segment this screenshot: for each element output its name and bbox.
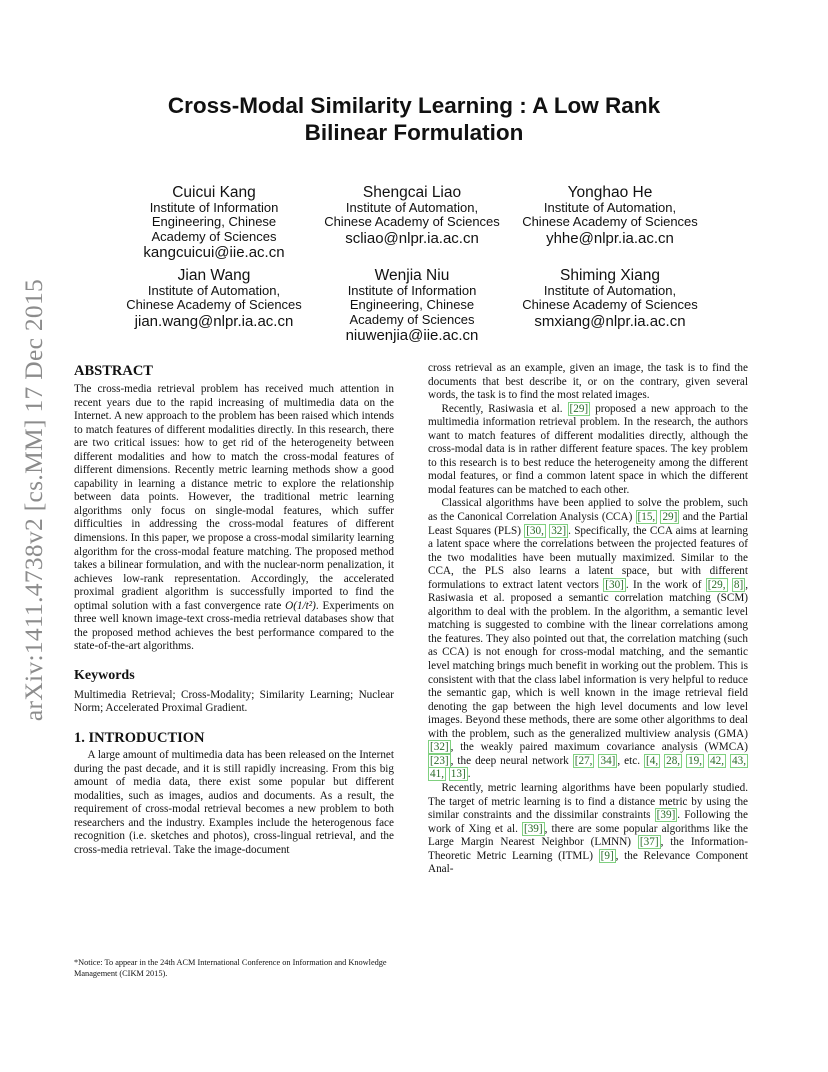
citation-link[interactable]: [39]	[523, 822, 543, 835]
body-paragraph	[428, 403, 748, 498]
body-text: proposed a new approach to the multimedia information retrieval problem. In the research, the authors want to match features of different modalities directly, although the cross-modal data is in rather different feature spaces. The key problem to this research is to best reduce the heterogeneity among the different modal features, or find a common latent space in which the different modal features can be matched to each other.	[428, 402, 749, 496]
body-paragraph: cross retrieval as an example, given an image, the task is to find the documents that best describe it, or on the contrary, given several words, the task is to find the most related images.	[428, 362, 748, 402]
body-text: Recently, metric learning algorithms have been popularly studied. The target of metric learning is to find a distance metric by using the similar constraints and the dissimilar constraints	[428, 781, 748, 822]
body-paragraph	[428, 782, 748, 877]
arxiv-identifier	[19, 278, 49, 722]
author-affiliation-line: Chinese Academy of Sciences	[522, 214, 698, 230]
author-block	[512, 184, 708, 248]
body-text: Classical algorithms have been applied to solve the problem, such as the Canonical Correlation Analysis (CCA)	[428, 497, 748, 524]
author-name: Cuicui Kang	[172, 184, 256, 201]
body-text: , Rasiwasia et al. proposed a semantic correlation matching (SCM) algorithm to deal with the problem. In the algorithm, a semantic level matching is suggested to combine with the linear correlations among the features. They also pointed out that, the correlation matching (such as CCA) is not enough for cross-modal matching, and the semantic level matching brings much benefit in working out the problem. This is consistent with that the class label information is very helpful to reduce the semantic gap, which is well known in the image retrieval field denoting the gap between the high level documents and low level images. Beyond these methods, there are some other algorithms to deal with the problem, such as the generalized multiview analysis (GMA)	[428, 578, 748, 740]
author-block	[512, 267, 708, 331]
abstract-text-part: . Experiments on three well known image-text cross-media retrieval databases show that the proposed method achieves the best performance compared to the state-of-the-art algorithms.	[74, 599, 395, 653]
body-text: , etc.	[617, 754, 644, 767]
body-text: , the weakly paired maximum covariance analysis (WMCA)	[450, 741, 748, 754]
author-affiliation-line: Institute of Automation,	[543, 283, 677, 298]
body-text: , the deep neural network	[450, 754, 573, 767]
citation-link[interactable]: [9]	[600, 849, 614, 862]
citation-link[interactable]: [29,	[707, 578, 726, 591]
citation-link[interactable]: 43,	[732, 754, 746, 767]
author-affiliation-line: Engineering, Chinese	[349, 297, 475, 313]
author-email: niuwenjia@iie.ac.cn	[345, 326, 479, 344]
author-email: kangcuicui@iie.ac.cn	[143, 243, 285, 261]
author-email: yhhe@nlpr.ia.ac.cn	[546, 229, 674, 247]
body-text: .	[467, 768, 471, 781]
author-affiliation-line: Chinese Academy of Sciences	[126, 297, 302, 313]
paper-title-line-2: Bilinear Formulation	[304, 120, 524, 145]
body-text: . In the work of	[625, 578, 706, 591]
citation-link[interactable]: 13]	[450, 768, 466, 781]
author-affiliation-line: Academy of Sciences	[349, 311, 475, 327]
citation-link[interactable]: 19,	[688, 754, 703, 767]
body-text: . Specifically, the CCA aims at learning a latent space where the correlations between the projected features of the two modalities have been mutually maximized. Similar to the CCA, the PLS also learns a latent space, but with different formulations to extract latent vectors	[428, 524, 748, 591]
citation-link[interactable]: [27,	[574, 754, 593, 767]
citation-link[interactable]: [30]	[605, 578, 624, 591]
author-affiliation-line: Institute of Information	[149, 200, 279, 215]
author-name: Shiming Xiang	[560, 267, 660, 284]
author-name: Shengcai Liao	[362, 184, 462, 201]
author-name: Wenjia Niu	[374, 267, 450, 284]
introduction-paragraph: A large amount of multimedia data has been released on the Internet during the past decade, and it is still rapidly increasing. From this big amount of media data, there exist some popular but different modalities, such as images, audios and documents. As a result, the requirement of cross-modal retrieval becomes a new problem to both researchers and the industry. Examples include the heterogenous face recognition (i.e. sketches and photos), cross-lingual retrieval, and the cross-media retrieval. Take the image-document	[74, 749, 394, 856]
author-affiliation-line: Engineering, Chinese	[151, 214, 277, 230]
author-email: scliao@nlpr.ia.ac.cn	[345, 229, 479, 247]
author-affiliation-line: Institute of Automation,	[345, 200, 479, 215]
author-affiliation-line: Institute of Automation,	[147, 283, 281, 298]
citation-link[interactable]: 28,	[666, 754, 681, 767]
footnote: *Notice: To appear in the 24th ACM International Conference on Information and Knowledge Management (CIKM 2015).	[74, 958, 387, 978]
citation-link[interactable]: [30,	[526, 524, 544, 537]
body-text: , there are some popular algorithms like the Large Margin Nearest Neighbor (LMNN)	[428, 822, 748, 849]
author-block	[116, 267, 312, 331]
right-column	[428, 362, 748, 877]
citation-link[interactable]: [37]	[639, 836, 659, 849]
citation-link[interactable]: [23]	[430, 754, 449, 767]
citation-link[interactable]: [4,	[646, 754, 659, 767]
author-name: Yonghao He	[567, 184, 653, 201]
abstract-text-part: The cross-media retrieval problem has received much attention in recent years due to the rapid increasing of multimedia data on the Internet. A new approach to the problem has been raised which intends to match features of different modalities directly. In this research, there are two critical issues: how to get rid of the heterogeneity between different modalities and how to match the cross-modal features of different dimensions. Recently metric learning methods show a good capability in learning a distance metric to explore the relationship between data points. However, the traditional metric learning algorithms only focus on single-modal features, which suffer difficulties in addressing the cross-modal features of different dimensions. In this paper, we propose a cross-modal similarity learning algorithm for the cross-modal feature matching. The proposed method takes a bilinear formulation, and with the nuclear-norm penalization, it achieves low-rank representation. Accordingly, the accelerated proximal gradient algorithm is successfully imported to find the optimal solution with a fast convergence rate	[74, 383, 394, 612]
abstract-text	[74, 383, 394, 654]
citation-link[interactable]: 41,	[430, 768, 444, 781]
author-affiliation-line: Institute of Automation,	[543, 200, 677, 215]
body-text: and the Partial Least Squares (PLS)	[428, 511, 748, 537]
paper-title	[100, 92, 728, 146]
citation-link[interactable]: 8]	[733, 578, 744, 591]
keywords-heading: Keywords	[74, 667, 135, 683]
author-email: smxiang@nlpr.ia.ac.cn	[534, 312, 686, 330]
citation-link[interactable]: 29]	[662, 511, 678, 524]
body-paragraph	[428, 497, 748, 781]
body-text: Recently, Rasiwasia et al.	[441, 402, 568, 415]
author-affiliation-line: Chinese Academy of Sciences	[522, 297, 698, 313]
body-text: , the Information-Theoretic Metric Learning (ITML)	[428, 836, 748, 862]
author-block	[314, 267, 510, 345]
citation-link[interactable]: [29]	[569, 402, 589, 415]
body-text: , the Relevance Component Anal-	[428, 849, 748, 876]
citation-link[interactable]: [39]	[656, 809, 676, 822]
abstract-heading: ABSTRACT	[74, 363, 153, 379]
left-column	[74, 362, 394, 857]
author-name: Jian Wang	[177, 267, 251, 284]
author-affiliation-line: Institute of Information	[347, 283, 477, 298]
keywords-text: Multimedia Retrieval; Cross-Modality; Similarity Learning; Nuclear Norm; Accelerated Proximal Gradient.	[74, 688, 394, 715]
citation-link[interactable]: [15,	[637, 511, 656, 524]
author-block	[314, 184, 510, 248]
citation-link[interactable]: [32]	[430, 741, 449, 754]
citation-link[interactable]: 34]	[600, 754, 616, 767]
body-text: . Following the work of Xing et al.	[428, 809, 748, 835]
introduction-heading: 1. INTRODUCTION	[74, 730, 205, 747]
author-email: jian.wang@nlpr.ia.ac.cn	[134, 312, 294, 330]
arxiv-identifier-text: arXiv:1411.4738v2 [cs.MM] 17 Dec 2015	[19, 278, 49, 722]
paper-title-line-1: Cross-Modal Similarity Learning : A Low Rank	[167, 93, 661, 118]
citation-link[interactable]: 42,	[710, 754, 725, 767]
citation-link[interactable]: 32]	[551, 524, 567, 537]
abstract-math: O(1/t²)	[285, 599, 316, 612]
author-block	[116, 184, 312, 262]
author-affiliation-line: Academy of Sciences	[151, 228, 277, 244]
author-affiliation-line: Chinese Academy of Sciences	[324, 214, 500, 230]
